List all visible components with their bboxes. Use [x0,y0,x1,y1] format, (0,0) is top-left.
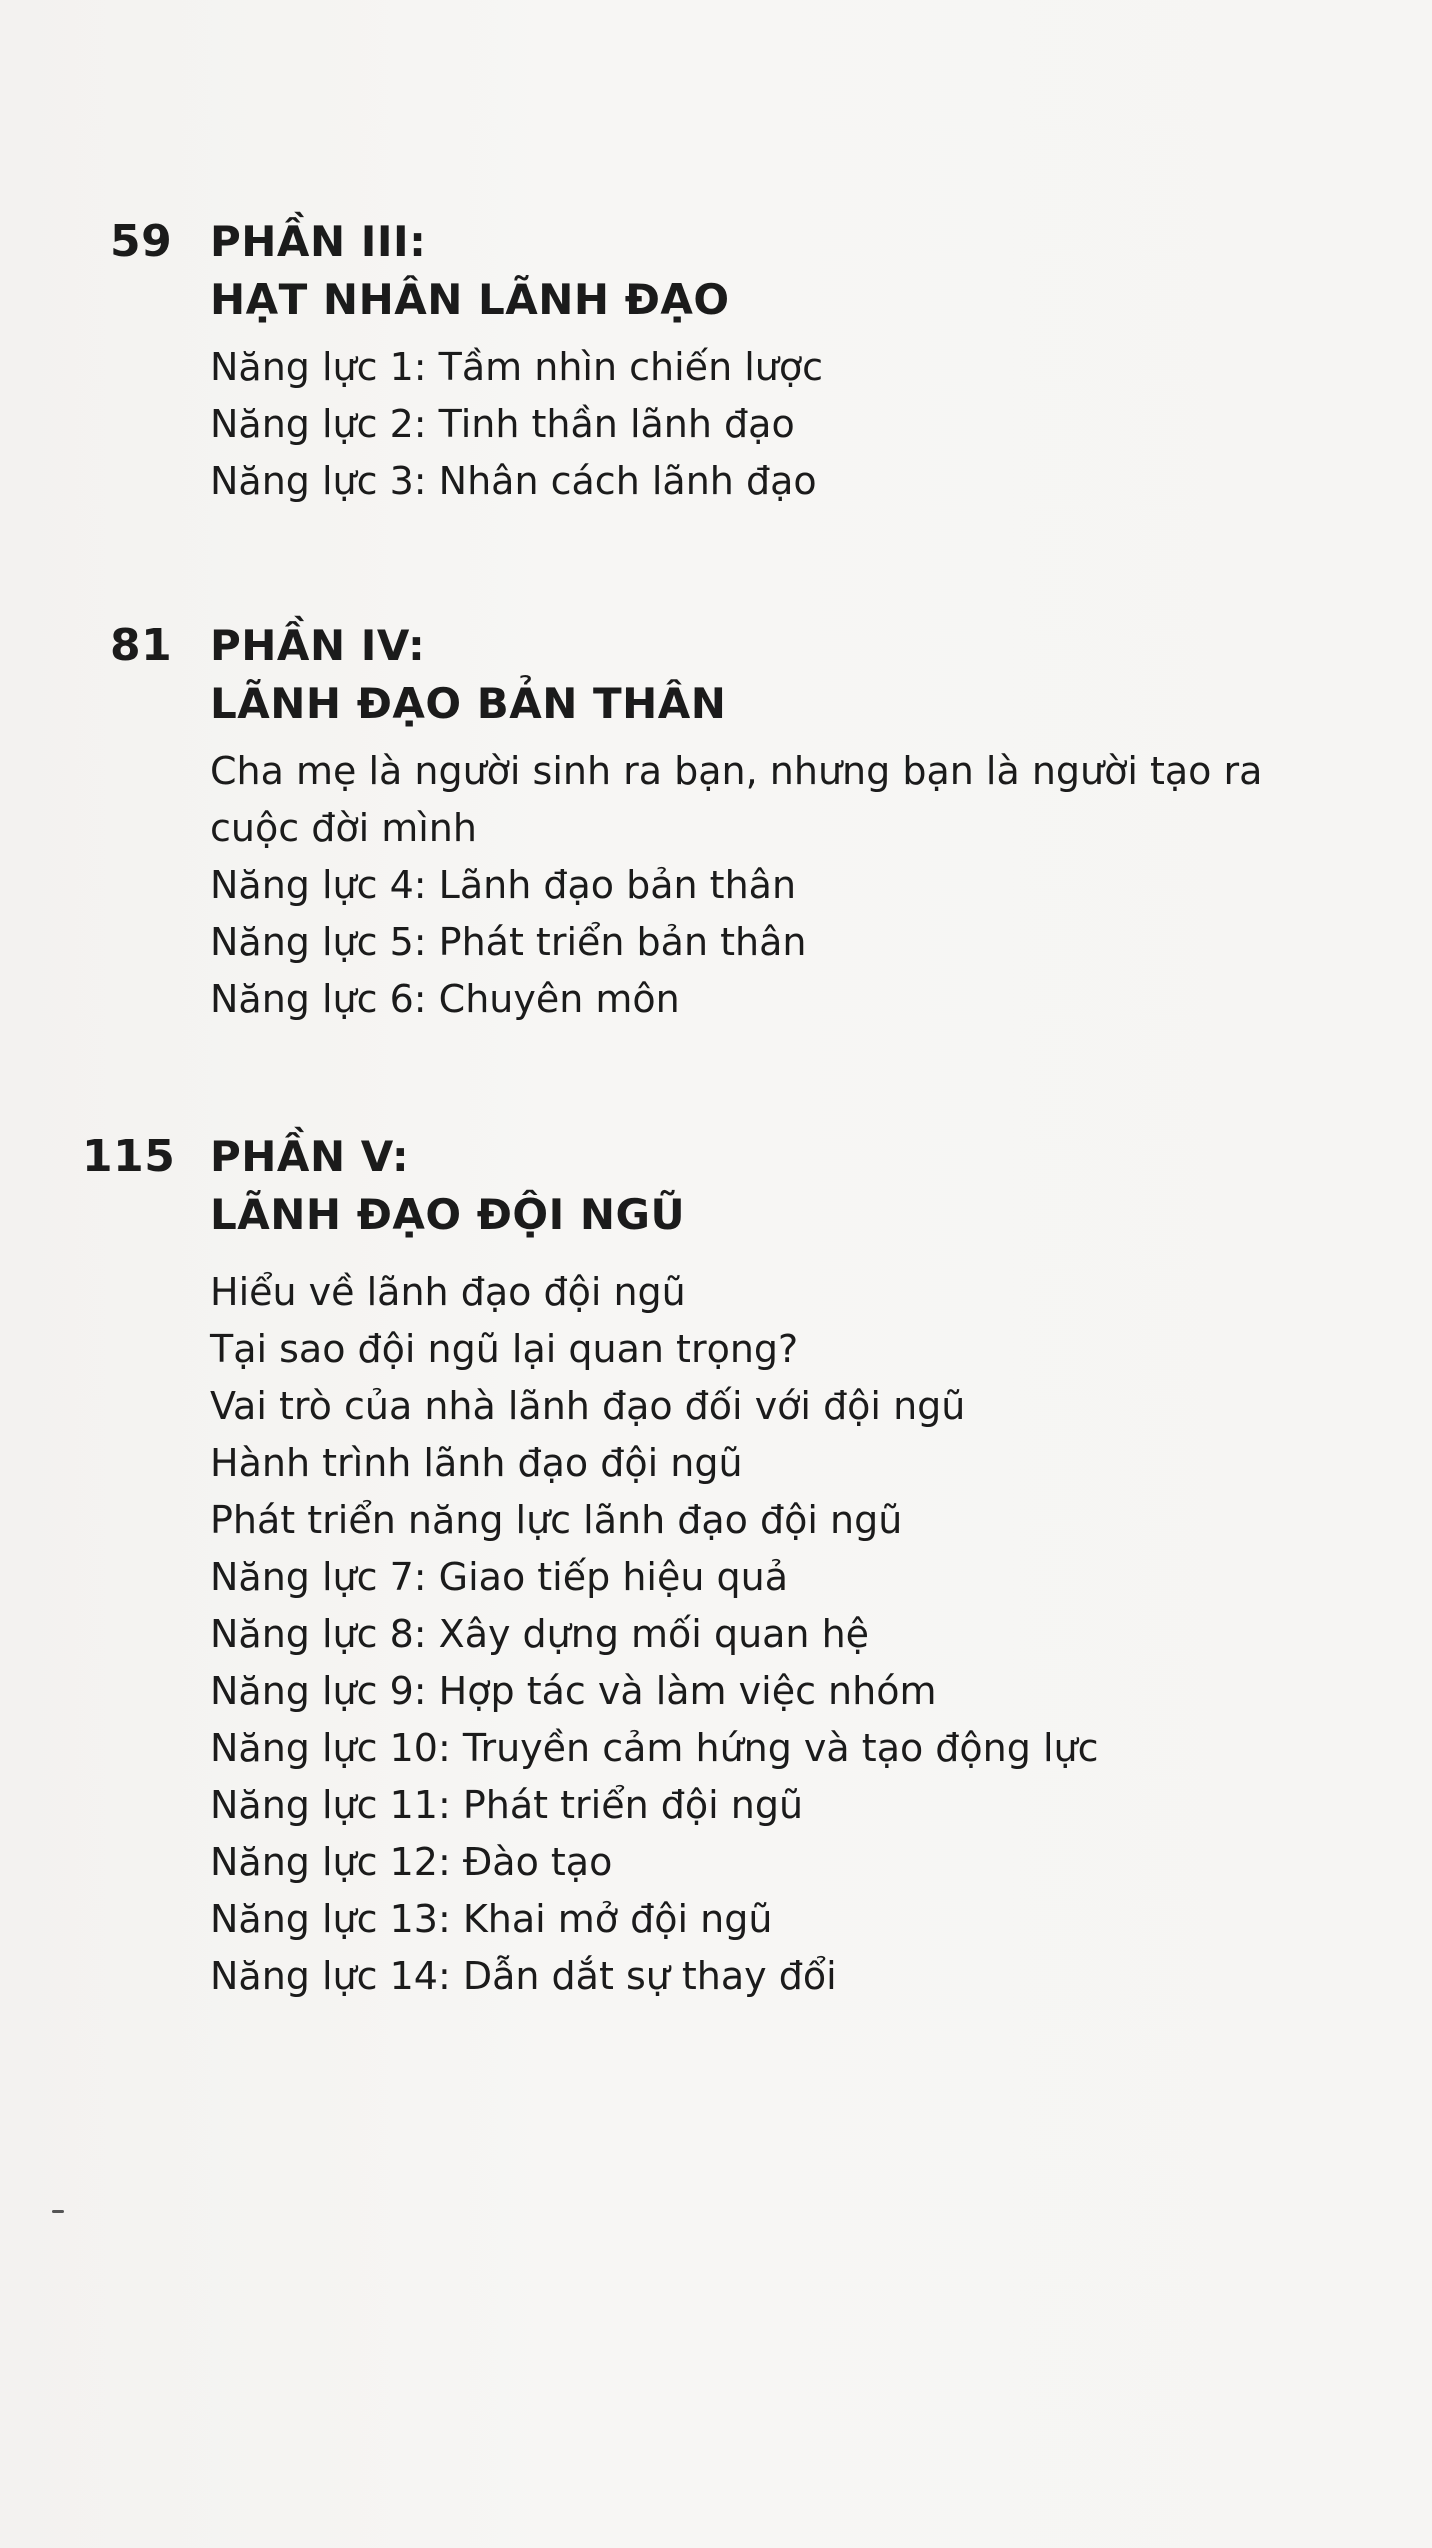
toc-item: Năng lực 5: Phát triển bản thân [210,920,807,964]
toc-item: Năng lực 13: Khai mở đội ngũ [210,1897,773,1941]
toc-item: Năng lực 6: Chuyên môn [210,977,680,1021]
toc-item-list [210,339,823,510]
section-titles [210,617,1270,1028]
section-titles [210,213,823,510]
toc-item: Năng lực 2: Tinh thần lãnh đạo [210,402,795,446]
toc-item: Hành trình lãnh đạo đội ngũ [210,1441,743,1485]
part-title: LÃNH ĐẠO ĐỘI NGŨ [210,1190,686,1239]
section-titles [210,1128,1099,2005]
toc-item: Năng lực 11: Phát triển đội ngũ [210,1783,804,1827]
toc-item: Năng lực 3: Nhân cách lãnh đạo [210,459,817,503]
part-title: HẠT NHÂN LÃNH ĐẠO [210,275,730,324]
toc-item: Tại sao đội ngũ lại quan trọng? [210,1327,799,1371]
toc-item: Năng lực 8: Xây dựng mối quan hệ [210,1612,870,1656]
toc-item-list [210,743,1270,1028]
toc-item-list [210,1264,1099,2005]
page-number: 59 [110,216,173,267]
part-label: PHẦN V: [210,1132,410,1181]
part-label: PHẦN III: [210,217,427,266]
toc-item: Năng lực 10: Truyền cảm hứng và tạo động lực [210,1726,1099,1770]
stray-mark [52,2210,64,2213]
toc-item: Năng lực 4: Lãnh đạo bản thân [210,863,797,907]
toc-item: Vai trò của nhà lãnh đạo đối với đội ngũ [210,1384,966,1428]
toc-item: Năng lực 12: Đào tạo [210,1840,613,1884]
page-number: 115 [82,1131,176,1182]
part-label: PHẦN IV: [210,621,426,670]
toc-item: Hiểu về lãnh đạo đội ngũ [210,1270,686,1314]
toc-item: Năng lực 14: Dẫn dắt sự thay đổi [210,1954,837,1998]
toc-item: Năng lực 7: Giao tiếp hiệu quả [210,1555,788,1599]
page-number: 81 [110,620,173,671]
toc-item: Phát triển năng lực lãnh đạo đội ngũ [210,1498,903,1542]
toc-item: Năng lực 1: Tầm nhìn chiến lược [210,345,824,389]
toc-item: Cha mẹ là người sinh ra bạn, nhưng bạn là người tạo ra cuộc đời mình [210,749,1263,850]
toc-item: Năng lực 9: Hợp tác và làm việc nhóm [210,1669,937,1713]
part-title: LÃNH ĐẠO BẢN THÂN [210,679,727,728]
